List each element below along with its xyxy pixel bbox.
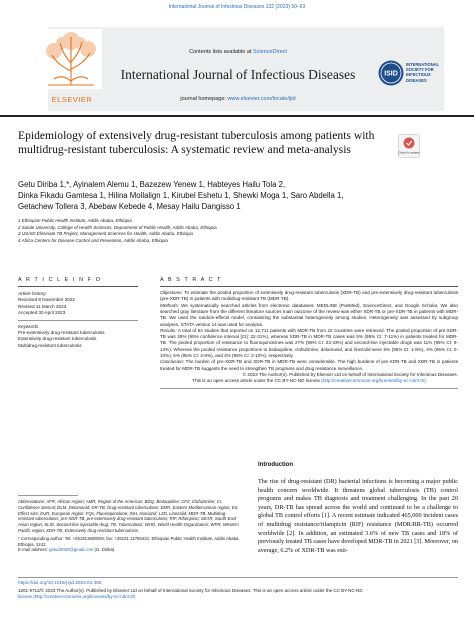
footer-copyright-line: 1201-9712/© 2023 The Author(s). Published by Elsevier Ltd on behalf of International Society for Infectious Diseases. This is an open access article under the CC BY-NC-ND (18, 588, 363, 593)
abstract-methods (160, 303, 458, 328)
abstract-conclusion (160, 359, 458, 372)
abstract-rule (160, 286, 458, 287)
footer-copyright (18, 588, 458, 600)
introduction-heading: Introduction (258, 462, 293, 468)
revised-date: Revised 11 March 2023 (18, 303, 67, 309)
license-prefix: This is an open access article under the CC BY-NC-ND license (192, 378, 321, 384)
author-list (18, 179, 458, 212)
homepage-link[interactable]: www.elsevier.com/locate/ijid (227, 96, 296, 102)
received-date: Received 8 November 2022 (18, 297, 75, 303)
keyword: Pre-extensively drug-resistant tuberculosis (18, 330, 105, 336)
results-label: Results: (160, 327, 177, 333)
footer-divider (18, 577, 458, 578)
doi-link[interactable]: https://doi.org/10.1016/j.ijid.2023.04.392 (18, 580, 102, 585)
abstract-column (160, 277, 458, 388)
article-info-column (18, 277, 138, 349)
article-title: Epidemiology of extensively drug-resistant tuberculosis among patients with multidrug-resistant tuberculosis: A systematic review and meta-analysis (18, 129, 375, 156)
results-text: A total of 64 studies that reported on 12,711 patients with MDR-TB from 22 countries were retrieved. The pooled proportion of pre-XDR-TB was 26% (95% confidence interval [CI]: 22-31%), whereas XDR-TB in MDR-TB cases was 9% (95% CI: 7-11%) in patients treated for MDR-TB. The pooled proportion of resistance to fluoroquinolones was 27% (95% CI: 23-33%) and second-line injectable drugs was 11% (95% CI: 9-13%). Whereas the pooled resistance proportions to bedaquiline, clofazimine, delamanid, and linezolid were 5% (95% CI: 1-8%), 4% (95% CI: 0-10%), 5% (95% CI: 2-8%), and 4% (95% CI: 2-10%), respectively. (160, 327, 458, 359)
elsevier-tree-logo (40, 29, 102, 89)
keywords-label: Keywords: (18, 323, 40, 329)
abstract-objectives (160, 290, 458, 303)
objectives-label: Objectives: (160, 290, 183, 296)
authors-line: Getachew Tollera 3, Abebaw Kebede 4, Mesay Hailu Dangisso 1 (18, 202, 241, 211)
conclusion-text: The burden of pre-XDR-TB and XDR-TB in MDR-TB were considerable. The high burdens of pre-XDR-TB and XDR-TB in patients treated for MDR-TB suggests the need to strengthen TB programs and drug resistance surveillance. (160, 359, 458, 371)
abbreviations: Abbreviations: AFR, African region; AMR, Region of the Americas; BDQ, Bedaquiline; CFZ, Clofazimine; CI, Confidence interval; DLM, Delamanid; DR-TB, Drug-resistant tuberculosis; EMR, Eastern Mediterranean region; ES, Effect size; EUR, European region; FQs, Fluoroquinolone; INH, Isoniazid; LZD, Linezolid; MDR-TB, Multidrug-resistant tuberculosis; pre-XDR-TB, pre-extensively drug-resistant tuberculosis; RIF, Rifampicin; SEAR, South-East Asian region; SLID, Second-line injectable drug; TB, Tuberculosis; WHO, World Health Organization; WPR, Western Pacific region; XDR-TB, Extensively drug-resistant tuberculosis. (18, 499, 239, 533)
article-info-rule (18, 286, 138, 287)
check-updates-label: Check for updates (398, 151, 420, 155)
affiliation: 3 USAID Eliminate TB Project, Management Sciences for Health, Addis Ababa, Ethiopia (18, 231, 194, 237)
keywords-rule (18, 320, 138, 321)
elsevier-wordmark: ELSEVIER (51, 95, 93, 104)
footer-license-link[interactable]: license (http://creativecommons.org/licenses/by-nc-nd/4.0/) (18, 593, 136, 599)
authors-line: Dinka Fikadu Gamtesa 1, Hilina Mollalign 1, Kirubel Eshetu 1, Shewki Moga 1, Saro Abdella 1, (18, 191, 344, 200)
conclusion-label: Conclusion: (160, 359, 185, 365)
email-line (18, 547, 240, 553)
methods-text: We systematically searched articles from electronic databases: MEDLINE (PubMed), ScienceDirect, and Google Scholar. We also searched gray literature from the different literature sources main outcome of the review was either XDR-TB or pre-XDR-TB in patients with MDR-TB. We used the random-effects model, considering the substantial heterogeneity among studies. Heterogeneity was assessed by subgroup analyses. STATA version 14 was used for analysis. (160, 302, 458, 327)
corresponding-author: * Corresponding author: Tel: +251913828029; fax: +25101 12780431: Ethiopian Public Health Institute, Addis Ababa, Ethiopia, 1242. (18, 535, 240, 547)
abstract-results (160, 328, 458, 359)
history-label: Article history: (18, 291, 47, 297)
affiliation: 1 Ethiopian Public Health Institute, Addis Ababa, Ethiopia (18, 218, 132, 223)
license-line (160, 378, 458, 384)
contents-prefix: Contents lists available at (189, 49, 252, 55)
homepage-prefix: journal homepage: (180, 96, 226, 102)
email-label: E-mail address: (18, 547, 48, 553)
affiliations (18, 218, 458, 244)
affiliation: 4 Africa Centers for Disease Control and Prevention, Addis Ababa, Ethiopia (18, 237, 168, 243)
objectives-text: To estimate the pooled proportion of extensively drug-resistant tuberculosis (XDR-TB) and pre-extensively drug-resistant tuberculosis (pre-XDR-TB) in patients with multidrug-resistant TB (MDR-TB). (160, 290, 458, 302)
article-info-heading: A R T I C L E I N F O (18, 277, 102, 283)
sciencedirect-link[interactable]: ScienceDirect (252, 49, 287, 55)
journal-homepage-line (106, 96, 370, 102)
affiliation: 2 Salale University, College of Health Sciences, Department of Public Health, Addis Ababa, Ethiopia (18, 224, 217, 230)
email-link[interactable]: getud2020@gmail.com (49, 547, 94, 553)
journal-reference[interactable]: International Journal of Infectious Diseases 132 (2023) 50–63 (168, 4, 306, 10)
keyword: Extensively drug-resistant tuberculosis (18, 336, 97, 342)
methods-label: Methods: (160, 302, 179, 308)
keyword: Multidrug-resistant tuberculosis (18, 342, 82, 348)
footnote-rule (18, 495, 78, 496)
abstract-copyright: © 2023 The Author(s). Published by Elsevier Ltd on behalf of International Society for Infectious Diseases. (242, 371, 458, 377)
footnotes (18, 495, 240, 553)
abstract-bottom-rule (160, 388, 458, 389)
accepted-date: Accepted 30 April 2023 (18, 309, 66, 315)
introduction-text: The rise of drug-resistant (DR) bacterial infections is becoming a major public health concern worldwide. It threatens global tuberculosis (TB) control programs and makes TB diagnosis and treatment challenging. In the past 20 years, DR-TB has spread across the world and continued to be a challenge to global TB control efforts [1]. A recent estimate indicated 465,000 incident cases of multidrug resistance/rifampicin (RIF) resistance (MDR/RR-TB) occurred worldwide [2]. In addition, an estimated 3.6% of new TB cases and 18% of previously treated TB cases have developed MDR-TB in 2021 [3]. Moreover, on average, 6.2% of XDR-TB was esti- (258, 478, 458, 554)
isid-society-logo (378, 60, 404, 86)
isid-logo-text: ISID (384, 70, 398, 78)
header-divider (0, 115, 474, 117)
license-link[interactable]: (http://creativecommons.org/licenses/by-nc-nd/4.0/) (321, 378, 426, 384)
journal-title[interactable]: International Journal of Infectious Diseases (120, 67, 356, 82)
abstract-heading: A B S T R A C T (160, 277, 223, 283)
authors-line: Getu Diriba 1,*, Ayinalem Alemu 1, Bazezew Yenew 1, Habteyes Hailu Tola 2, (18, 180, 286, 189)
contents-line (106, 49, 370, 55)
isid-society-name: INTERNATIONAL SOCIETY FOR INFECTIOUS DISEASES (406, 62, 440, 83)
check-for-updates-icon[interactable] (398, 134, 420, 158)
email-suffix: (G. Diriba). (94, 547, 116, 553)
